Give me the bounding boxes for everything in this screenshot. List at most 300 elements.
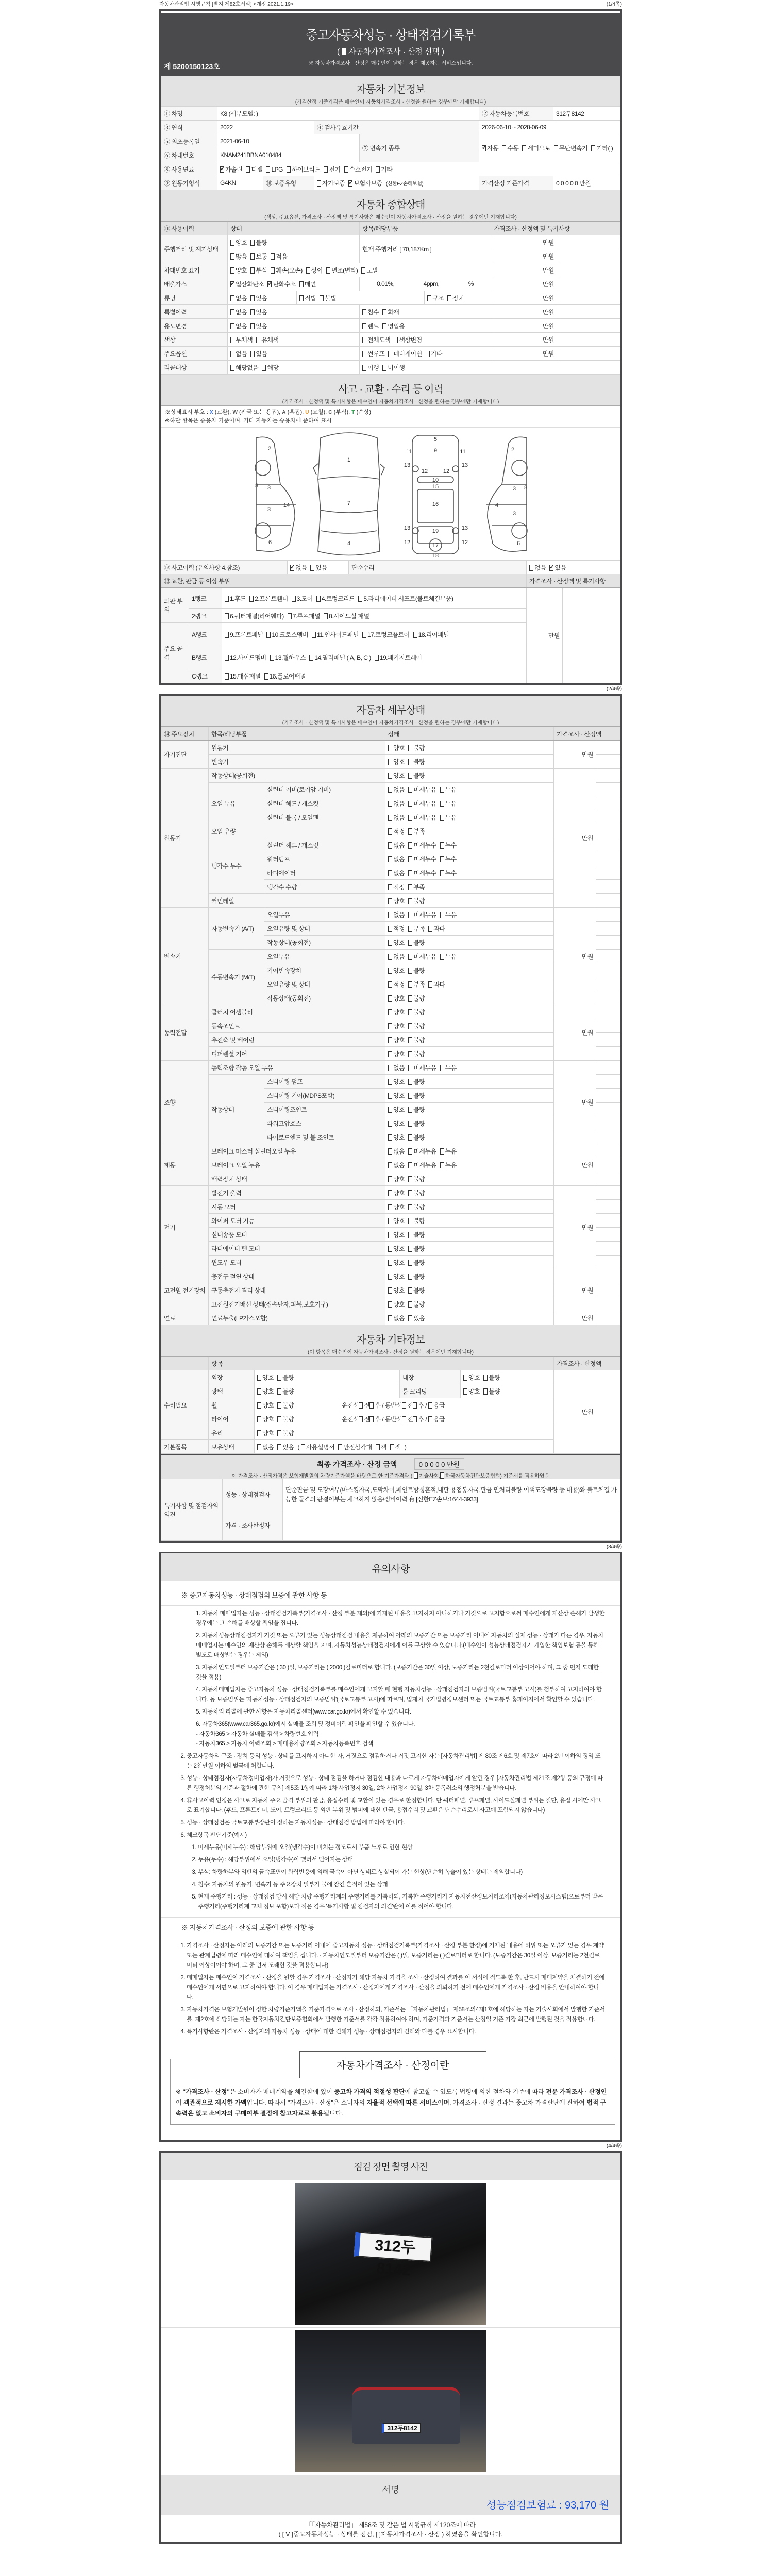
checkbox-option[interactable]: 13.휠하우스: [270, 653, 306, 662]
checkbox-option[interactable]: 양호: [388, 1189, 405, 1197]
checkbox-option[interactable]: 잭: [390, 1443, 401, 1451]
checkbox-icon: [388, 1065, 392, 1071]
checkbox-option[interactable]: 없음: [257, 1443, 274, 1451]
checkbox-option[interactable]: ✓ 없음: [290, 563, 307, 572]
form-reference: 자동차관리법 시행규칙 [별지 제82호서식] <개정 2021.1.19>: [159, 2, 294, 7]
checkbox-icon: [249, 596, 254, 602]
page-4-photos: 점검 장면 촬영 사진 312두8142 312두8142 서명 성능점검보험료 : 93,170 원 「「자동차관리법」 제58조 및 같은 법 시행규칙 제120조에 따라 ( [ V ]중고자동차성능 · 상태를 점검, [ ]자동차가격조사 · 산정 ) 하였음을 확인합니다.: [159, 2151, 622, 2544]
detail-row: 조향 동력조향 작동 오일 누유 없음 미세누유 누유 만원: [161, 1061, 620, 1075]
checkbox-option[interactable]: 14.필러패널 ( A, B, C ): [309, 653, 371, 662]
device-group: 원동기: [161, 769, 209, 908]
checkbox-option[interactable]: 영업용: [382, 321, 405, 330]
document-title: 중고자동차성능 · 상태점검기록부: [306, 28, 476, 42]
checkbox-option[interactable]: 불량: [408, 743, 425, 752]
checkbox-option[interactable]: 양호: [388, 966, 405, 975]
device-group: 자기진단: [161, 741, 209, 769]
checkbox-option[interactable]: 장치: [447, 294, 464, 302]
part-number-label: 19: [432, 528, 439, 534]
checkbox-option[interactable]: 수동: [502, 144, 518, 152]
checkbox-option[interactable]: 불량: [408, 1202, 425, 1211]
checkbox-icon: [388, 351, 392, 357]
checkbox-icon: [408, 884, 412, 890]
checked-box-icon: [348, 180, 352, 187]
checkbox-option[interactable]: 기타( ): [591, 144, 613, 152]
checkbox-option[interactable]: 양호: [388, 1300, 405, 1309]
checkbox-icon: [317, 180, 321, 187]
checkbox-option[interactable]: 양호: [230, 238, 247, 247]
device-group: 조향: [161, 1061, 209, 1144]
checkbox-icon: [483, 1388, 488, 1395]
checkbox-option[interactable]: 있음: [250, 294, 267, 302]
checkbox-icon: [310, 565, 314, 571]
part-number-label: 10: [432, 477, 439, 483]
part-number-label: 12: [443, 468, 450, 474]
checkbox-option[interactable]: 불량: [408, 1091, 425, 1100]
checkbox-icon: [256, 337, 260, 343]
checkbox-option[interactable]: 렌트: [362, 321, 379, 330]
checkbox-option[interactable]: ✓ 탄화수소: [267, 280, 295, 289]
checkbox-option[interactable]: 없음: [388, 1147, 405, 1156]
device-group: 동력전달: [161, 1005, 209, 1061]
part-number-label: 4: [495, 502, 499, 509]
checkbox-option[interactable]: 불량: [277, 1401, 294, 1410]
checkbox-option[interactable]: 양호: [388, 1175, 405, 1183]
checkbox-option[interactable]: 16.플로어패널: [264, 672, 306, 681]
checkbox-option[interactable]: 양호: [230, 266, 247, 275]
checkbox-option[interactable]: 양호: [388, 896, 405, 905]
detail-row: 작동상태(공회전) 양호 불량: [161, 936, 620, 950]
checkbox-option[interactable]: 구조: [427, 294, 444, 302]
checkbox-option[interactable]: 전체도색: [362, 335, 390, 344]
checkbox-option[interactable]: 없음: [529, 563, 546, 572]
checkbox-icon: [344, 166, 348, 173]
checkbox-option[interactable]: 미세누유: [408, 785, 436, 794]
checkbox-option[interactable]: 누유: [440, 799, 457, 808]
checkbox-option[interactable]: 있음: [250, 321, 267, 330]
detail-row: 와이퍼 모터 기능 양호 불량: [161, 1214, 620, 1228]
note-item: 1. 가격조사 · 산정자는 아래의 보증기간 또는 보증거리 이내에 중고자동차 성능 · 상태점검기록부(가격조사 · 산정 부분 한정)에 기재된 내용에 허위 또는 오류가 있는 경우 계약 또는 관계법령에 따라 매수인에 대하여 책임을 집니다. · 자동차인도일부터 보증기간은 ( )일, 보증거리는 ( )킬로미터로 합니다. (보증기간은 30일 이상, 보증거리는 2천킬로미터 이상이어야 하며, 그 중 먼저 도래한 것을 적용합니다): [187, 1941, 605, 1971]
left-side-view: [255, 437, 296, 551]
checkbox-option[interactable]: 미세누수: [408, 869, 436, 877]
checkbox-option[interactable]: 없음: [388, 813, 405, 822]
checkbox-option[interactable]: 없음: [388, 910, 405, 919]
checkbox-option[interactable]: 적정: [388, 827, 405, 836]
inspection-photo-front: 312두8142: [295, 2183, 486, 2325]
checkbox-icon[interactable]: [440, 1472, 444, 1479]
checkbox-option[interactable]: ✓ 보험사보증: [348, 179, 382, 188]
checkbox-option[interactable]: 4.트렁크리드: [316, 594, 355, 603]
checkbox-option[interactable]: 무단변속기: [554, 144, 587, 152]
checkbox-option[interactable]: 불량: [408, 1175, 425, 1183]
checkbox-option[interactable]: 불법: [320, 294, 336, 302]
checkbox-option[interactable]: 양호: [388, 757, 405, 766]
checkbox-option[interactable]: 양호: [388, 1091, 405, 1100]
checkbox-option[interactable]: ✓ 자동: [482, 144, 498, 152]
checkbox-icon: [382, 323, 386, 329]
checkbox-option[interactable]: 미세누유: [408, 1147, 436, 1156]
checkbox-option[interactable]: 양호: [388, 1008, 405, 1016]
checkbox-option[interactable]: 불량: [408, 1133, 425, 1142]
part-number-label: 3: [512, 486, 516, 492]
checkbox-option[interactable]: 과다: [428, 924, 445, 933]
checkbox-option[interactable]: 불량: [408, 771, 425, 780]
checkbox-option[interactable]: 적정: [388, 924, 405, 933]
checkbox-option[interactable]: 훼손(오손): [271, 266, 302, 275]
checkbox-option[interactable]: 양호: [388, 771, 405, 780]
checkbox-icon: [408, 1009, 412, 1015]
checkbox-option[interactable]: 미세누유: [408, 952, 436, 961]
checkbox-option[interactable]: 하이브리드: [287, 165, 320, 174]
checkbox-option[interactable]: 불량: [408, 1049, 425, 1058]
checkbox-option[interactable]: 상이: [306, 266, 323, 275]
price-notes-heading: ※ 자동차가격조사 · 산정의 보증에 관한 사항 등: [161, 1917, 620, 1938]
checkbox-option[interactable]: 불량: [408, 1077, 425, 1086]
checkbox-option[interactable]: 양호: [388, 1216, 405, 1225]
checkbox-option[interactable]: 양호: [388, 1230, 405, 1239]
checkbox-option[interactable]: 불량: [408, 1258, 425, 1267]
checkbox-option[interactable]: 부식: [250, 266, 267, 275]
checkbox-option[interactable]: 불량: [408, 994, 425, 1003]
checkbox-option[interactable]: 수소전기: [344, 165, 372, 174]
checkbox-icon: [362, 337, 366, 343]
checkbox-option[interactable]: 이행: [362, 363, 379, 372]
checkbox-option[interactable]: 10.크로스멤버: [266, 630, 308, 639]
checkbox-option[interactable]: 불량: [408, 1272, 425, 1281]
checkbox-option[interactable]: 18.리어패널: [413, 630, 449, 639]
checkbox-option[interactable]: 침수: [362, 308, 379, 316]
checkbox-option[interactable]: 미세누유: [408, 813, 436, 822]
detail-row: 파워고압호스 양호 불량: [161, 1116, 620, 1130]
page-number: (1/4쪽): [606, 2, 622, 7]
checkbox-option[interactable]: 불량: [408, 1286, 425, 1295]
checkbox-option[interactable]: 8.사이드실 패널: [324, 612, 369, 620]
checkbox-option[interactable]: 안전삼각대: [338, 1443, 372, 1451]
checkbox-icon: [376, 166, 380, 173]
checkbox-icon: [408, 870, 412, 876]
inspection-photo-rear: 312두8142: [295, 2330, 486, 2472]
checkbox-option[interactable]: 없음: [388, 1063, 405, 1072]
checkbox-option[interactable]: 누유: [440, 1161, 457, 1170]
checkbox-icon[interactable]: [428, 1416, 432, 1422]
checkbox-option[interactable]: 부족: [408, 827, 425, 836]
checkbox-option[interactable]: 양호: [388, 1244, 405, 1253]
checkbox-option[interactable]: 없음: [388, 952, 405, 961]
checkbox-icon: [428, 981, 432, 988]
checkbox-option[interactable]: 많음: [230, 252, 247, 261]
checkbox-option[interactable]: 15.대쉬패널: [225, 672, 261, 681]
detail-row: 배력장치 상태 양호 불량: [161, 1172, 620, 1186]
checkbox-option[interactable]: ✓ 가솔린: [220, 165, 242, 174]
selected-square-icon: [342, 48, 346, 55]
detail-row: 디퍼렌셜 기어 양호 불량: [161, 1047, 620, 1061]
checkbox-option[interactable]: 양호: [463, 1373, 480, 1382]
checkbox-option[interactable]: 미이행: [382, 363, 405, 372]
inspection-validity: 2026-06-10 ~ 2028-06-09: [479, 121, 620, 134]
checkbox-option[interactable]: 불량: [277, 1429, 294, 1437]
checkbox-icon[interactable]: [413, 1402, 417, 1409]
checkbox-option[interactable]: 썬루프: [362, 349, 384, 358]
checkbox-option[interactable]: 2.프론트휀더: [249, 594, 288, 603]
checkbox-icon: [408, 787, 412, 793]
checkbox-option[interactable]: 양호: [257, 1429, 274, 1437]
note-item: 1. 미세누유(미세누수) : 해당부위에 오일(냉각수)이 비치는 정도로서 부품 노후로 인한 현상: [198, 1843, 605, 1853]
checkbox-icon: [230, 267, 234, 274]
checkbox-icon: [271, 253, 275, 260]
checkbox-option[interactable]: 양호: [388, 1133, 405, 1142]
checkbox-option[interactable]: 누유: [440, 910, 457, 919]
checkbox-option[interactable]: 미세누유: [408, 799, 436, 808]
checkbox-option[interactable]: ✓ 일산화탄소: [230, 280, 264, 289]
checkbox-option[interactable]: 양호: [257, 1387, 274, 1396]
checkbox-option[interactable]: 매연: [299, 280, 316, 289]
checkbox-option[interactable]: 12.사이드멤버: [225, 653, 266, 662]
checkbox-option[interactable]: 양호: [463, 1387, 480, 1396]
checkbox-option[interactable]: 미세누유: [408, 1063, 436, 1072]
checkbox-icon: [408, 1246, 412, 1252]
part-number-label: 13: [461, 525, 468, 531]
checkbox-option[interactable]: 도말: [361, 266, 378, 275]
checkbox-option[interactable]: 19.패키지트레이: [375, 653, 422, 662]
checkbox-icon: [388, 898, 392, 904]
checkbox-icon: [309, 655, 313, 661]
checkbox-icon[interactable]: [359, 1416, 363, 1422]
checkbox-option[interactable]: 불량: [277, 1415, 294, 1423]
checkbox-option[interactable]: 불량: [408, 1022, 425, 1030]
checkbox-icon: [299, 281, 304, 287]
checkbox-icon: [408, 745, 412, 751]
checkbox-option[interactable]: 누유: [440, 813, 457, 822]
checkbox-option[interactable]: 5.라디에이터 서포트(볼트체결부품): [358, 594, 453, 603]
checkbox-option[interactable]: 불량: [408, 938, 425, 947]
checkbox-option[interactable]: 적정: [388, 883, 405, 891]
checkbox-option[interactable]: 없음: [388, 785, 405, 794]
checkbox-option[interactable]: 없음: [230, 321, 247, 330]
checkbox-option[interactable]: 양호: [388, 1272, 405, 1281]
checkbox-option[interactable]: 불량: [408, 1216, 425, 1225]
checkbox-option[interactable]: 불량: [408, 1008, 425, 1016]
checkbox-option[interactable]: 전기: [324, 165, 340, 174]
checkbox-option[interactable]: 없음: [230, 294, 247, 302]
section-basic-info: 자동차 기본정보 (가격산정 기준가격은 매수인이 자동차가격조사 · 산정을 원하는 경우에만 기재합니다): [161, 75, 620, 106]
checkbox-option[interactable]: 불량: [408, 1105, 425, 1114]
checkbox-option[interactable]: 7.루프패널: [288, 612, 320, 620]
checkbox-option[interactable]: 무채색: [230, 335, 253, 344]
checkbox-option[interactable]: 없음: [388, 869, 405, 877]
status-legend: ※상태표시 부호 : X (교환), W (판금 또는 용접), A (흠집), U (요철), C (부식), T (손상) ※하단 항목은 승용차 기준이며, 기타 자동차는 승용차에 준하여 표시: [161, 406, 620, 428]
checkbox-option[interactable]: 불량: [408, 1119, 425, 1128]
checkbox-option[interactable]: 있음: [250, 308, 267, 316]
checkbox-option[interactable]: 해당: [262, 363, 278, 372]
checkbox-option[interactable]: 자가보증: [317, 179, 345, 188]
checkbox-icon: [230, 323, 234, 329]
checkbox-icon: [250, 253, 255, 260]
checkbox-option[interactable]: LPG: [266, 166, 283, 173]
detail-row: 추진축 및 베어링 양호 불량: [161, 1033, 620, 1047]
checkbox-icon: [529, 565, 533, 571]
legend-item: U (요철),: [305, 409, 327, 415]
note-item: 4. 특기사항란은 가격조사 · 산정자의 자동차 성능 · 상태에 대한 견해가 성능 · 상태점검자의 견해와 다를 경우 표시합니다.: [187, 2027, 605, 2037]
checkbox-option[interactable]: 미세누유: [408, 910, 436, 919]
checkbox-option[interactable]: 없음: [388, 855, 405, 863]
checkbox-option[interactable]: 양호: [388, 1286, 405, 1295]
note-item: 5. 자동차의 리콜에 관한 사항은 자동차리콜센터(www.car.go.kr)에서 확인할 수 있습니다.: [196, 1709, 411, 1715]
checkbox-option[interactable]: 기타: [426, 349, 442, 358]
checkbox-option[interactable]: 양호: [388, 1105, 405, 1114]
part-number-label: 13: [461, 462, 468, 468]
checkbox-option[interactable]: 불량: [250, 238, 267, 247]
inspection-record: [159, 0, 622, 2544]
checkbox-icon: [447, 295, 451, 301]
checkbox-option[interactable]: 불량: [408, 757, 425, 766]
checkbox-option[interactable]: 적정: [388, 980, 405, 989]
checkbox-option[interactable]: 보통: [250, 252, 267, 261]
checkbox-option[interactable]: 양호: [257, 1415, 274, 1423]
checkbox-option[interactable]: 미세누수: [408, 841, 436, 850]
checkbox-option[interactable]: 양호: [257, 1373, 274, 1382]
checkbox-option[interactable]: ✓ 있음: [549, 563, 566, 572]
checkbox-option[interactable]: 양호: [388, 1049, 405, 1058]
checkbox-option[interactable]: 없음: [230, 349, 247, 358]
checkbox-icon: [388, 1301, 392, 1308]
checkbox-option[interactable]: 양호: [388, 994, 405, 1003]
checkbox-option[interactable]: 양호: [257, 1401, 274, 1410]
checkbox-option[interactable]: 유채색: [256, 335, 278, 344]
checkbox-icon: [408, 1301, 412, 1308]
checkbox-option[interactable]: 양호: [388, 1258, 405, 1267]
checkbox-option[interactable]: 불량: [408, 1036, 425, 1044]
checkbox-icon: [408, 926, 412, 932]
checkbox-icon[interactable]: [369, 1402, 374, 1409]
checkbox-option[interactable]: 미세누수: [408, 855, 436, 863]
checkbox-icon: [306, 267, 310, 274]
checkbox-option[interactable]: 변조(변타): [326, 266, 358, 275]
checkbox-option[interactable]: 색상변경: [394, 335, 422, 344]
checkbox-option[interactable]: 17.트렁크플로어: [362, 630, 410, 639]
checkbox-option[interactable]: 누수: [440, 855, 457, 863]
checkbox-option[interactable]: 불량: [408, 966, 425, 975]
checkbox-option[interactable]: 있음: [408, 1314, 425, 1323]
checkbox-option[interactable]: 누수: [440, 869, 457, 877]
checkbox-option[interactable]: 불량: [483, 1373, 500, 1382]
section-overall-status: 자동차 종합상태 (색상, 주요옵션, 가격조사 · 산정액 및 특기사항은 매수인이 자동차가격조사 · 산정을 원하는 경우에만 기재합니다): [161, 190, 620, 222]
checkbox-option[interactable]: 누유: [440, 1063, 457, 1072]
checkbox-icon: [408, 912, 412, 918]
checkbox-icon[interactable]: [428, 1402, 432, 1409]
checkbox-option[interactable]: 누수: [440, 841, 457, 850]
checkbox-option[interactable]: 사용설명서: [301, 1443, 334, 1451]
part-number-label: 3: [267, 485, 271, 491]
checkbox-option[interactable]: 부족: [408, 924, 425, 933]
checkbox-icon: [388, 870, 392, 876]
checkbox-option[interactable]: 1.후드: [225, 594, 246, 603]
checkbox-option[interactable]: 3.도어: [292, 594, 313, 603]
checkbox-icon: [388, 1232, 392, 1238]
checkbox-icon: [408, 1232, 412, 1238]
checkbox-icon: [440, 1148, 444, 1155]
checkbox-option[interactable]: 과다: [428, 980, 445, 989]
checkbox-icon: [388, 981, 392, 988]
checkbox-option[interactable]: 누유: [440, 952, 457, 961]
checkbox-option[interactable]: 불량: [277, 1373, 294, 1382]
checkbox-option[interactable]: 양호: [388, 1022, 405, 1030]
part-number-label: 18: [432, 553, 439, 559]
checkbox-option[interactable]: 불량: [408, 1230, 425, 1239]
checkbox-option[interactable]: 네비게이션: [388, 349, 422, 358]
checkbox-icon: [408, 1093, 412, 1099]
checkbox-option[interactable]: 없음: [388, 1161, 405, 1170]
checkbox-icon[interactable]: [359, 1402, 363, 1409]
checkbox-icon[interactable]: [413, 1416, 417, 1422]
checkbox-icon[interactable]: [402, 1416, 406, 1422]
checkbox-option[interactable]: 기타: [376, 165, 392, 174]
checkbox-icon: [277, 1430, 281, 1436]
checkbox-option[interactable]: 해당없음: [230, 363, 258, 372]
checkbox-option[interactable]: 양호: [388, 1119, 405, 1128]
checkbox-icon: [408, 968, 412, 974]
checkbox-option[interactable]: 양호: [388, 1202, 405, 1211]
checkbox-option[interactable]: 없음: [388, 1314, 405, 1323]
part-number-label: 6: [268, 539, 272, 546]
part-number-label: 9: [433, 448, 438, 454]
checkbox-icon: [382, 309, 386, 315]
checkbox-option[interactable]: 있음: [310, 563, 327, 572]
checkbox-icon[interactable]: [402, 1402, 406, 1409]
checkbox-icon: [388, 995, 392, 1002]
checkbox-option[interactable]: 적음: [271, 252, 287, 261]
checkbox-option[interactable]: 불량: [408, 1244, 425, 1253]
detail-row: 등속조인트 양호 불량: [161, 1019, 620, 1033]
checkbox-option[interactable]: 양호: [388, 743, 405, 752]
checkbox-option[interactable]: 적법: [299, 294, 316, 302]
checkbox-option[interactable]: 불량: [483, 1387, 500, 1396]
checkbox-option[interactable]: 부족: [408, 883, 425, 891]
checkbox-option[interactable]: 세미오토: [522, 144, 550, 152]
checkbox-option[interactable]: 불량: [277, 1387, 294, 1396]
checkbox-option[interactable]: 누유: [440, 1147, 457, 1156]
checkbox-option[interactable]: 양호: [388, 1077, 405, 1086]
checkbox-icon: [388, 1204, 392, 1210]
note-item: 3. 자동차가격은 보험개발원이 정한 차량기준가액을 기준가격으로 조사 · 산정하되, 기준서는 「자동차관리법」 제58조의4제1호에 해당하는 자는 기술사회에서 발행한 기준서를, 제2호에 해당하는 자는 한국자동차진단보증협회에서 발행한 기준서를 각각 적용하여야 하며, 기준가격과 기준서는 산정일 기준 가장 최근에 발행된 것을 적용합니다.: [187, 2005, 605, 2025]
checkbox-option[interactable]: 미세누유: [408, 1161, 436, 1170]
checkbox-option[interactable]: 있음: [250, 349, 267, 358]
checkbox-option[interactable]: 있음: [277, 1443, 294, 1451]
checkbox-option[interactable]: 디젤: [246, 165, 262, 174]
checkbox-option[interactable]: 양호: [388, 1036, 405, 1044]
checkbox-option[interactable]: 양호: [388, 938, 405, 947]
checkbox-option[interactable]: 잭: [376, 1443, 386, 1451]
checkbox-option[interactable]: 없음: [388, 841, 405, 850]
checkbox-option[interactable]: 불량: [408, 896, 425, 905]
checkbox-option[interactable]: 6.쿼터패널(리어휀다): [225, 612, 284, 620]
checkbox-icon: [362, 351, 366, 357]
checkbox-icon: [257, 1416, 261, 1422]
checkbox-option[interactable]: 불량: [408, 1300, 425, 1309]
checkbox-option[interactable]: 불량: [408, 1189, 425, 1197]
checkbox-icon: [408, 1176, 412, 1182]
checkbox-option[interactable]: 누유: [440, 785, 457, 794]
checkbox-option[interactable]: 화재: [382, 308, 399, 316]
checkbox-icon: [413, 632, 417, 638]
checkbox-option[interactable]: 부족: [408, 980, 425, 989]
note-item: 1. 자동차 매매업자는 성능 · 상태점검기록부(가격조사 · 산정 부분 제외)에 기재된 내용을 고지하지 아니하거나 거짓으로 고지함으로써 매수인에게 재산상 손해가 발생한 경우에는 그 손해를 배상할 책임을 집니다.: [196, 1611, 605, 1626]
checkbox-icon: [266, 166, 270, 173]
checkbox-icon[interactable]: [369, 1416, 374, 1422]
checkbox-option[interactable]: 없음: [388, 799, 405, 808]
checkbox-icon[interactable]: [414, 1472, 418, 1479]
checkbox-option[interactable]: 없음: [230, 308, 247, 316]
checkbox-option[interactable]: 9.프론트패널: [225, 630, 263, 639]
checkbox-option[interactable]: 11.인사이드패널: [312, 630, 359, 639]
